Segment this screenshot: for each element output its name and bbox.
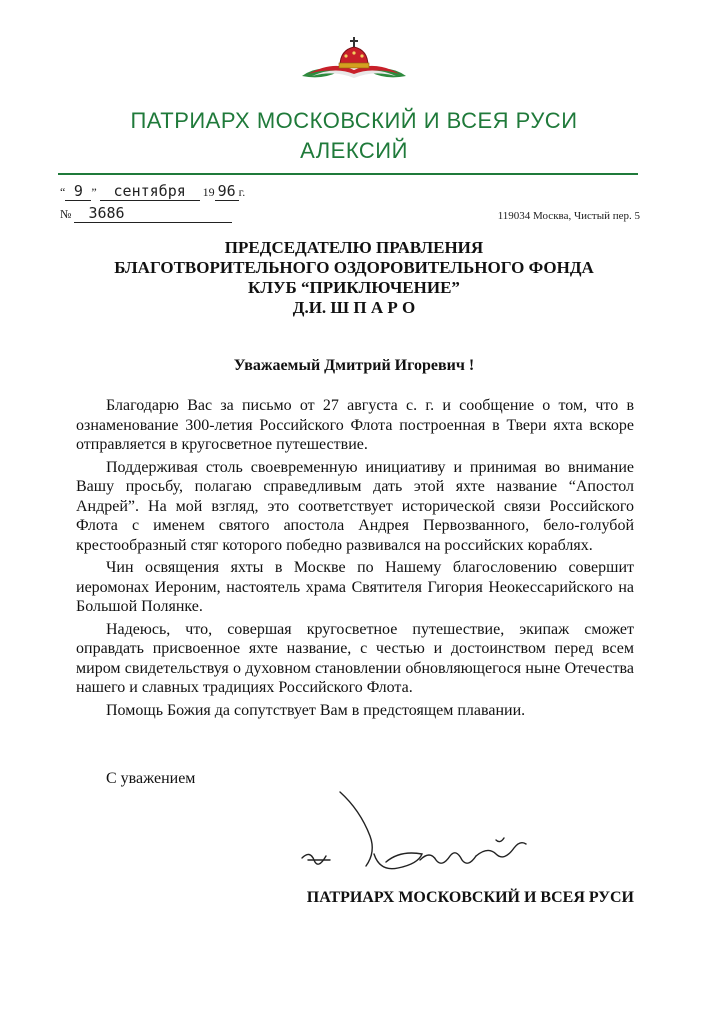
addressee-line: Д.И. Ш П А Р О: [292, 298, 416, 317]
signatory-title: ПАТРИАРХ МОСКОВСКИЙ И ВСЕЯ РУСИ: [306, 889, 634, 906]
paragraph: Надеюсь, что, совершая кругосветное путешествие, экипаж сможет оправдать присвоенное яхте название, с честью и достоинством перед всем миром свидетельствуя о духовном становлении обновляющегося ныне Отечества нашего и славных традициях Российского Флота.: [76, 620, 634, 696]
number-label: №: [60, 207, 72, 221]
paragraph: Чин освящения яхты в Москве по Нашему благословению совершит иеромонах Иероним, настоятель храма Святителя Гигория Неокессарийского на Большой Полянке.: [76, 559, 634, 615]
header-divider: [58, 173, 638, 175]
addressee-block: [0, 238, 708, 318]
closing-phrase: С уважением: [106, 770, 196, 787]
date-suffix: г.: [238, 185, 246, 199]
handwritten-signature: [300, 790, 530, 890]
document-number: 3686: [74, 204, 232, 223]
date-line: “ 9 ” сентября 19 96 г.: [60, 182, 246, 200]
letter-body: [76, 396, 634, 723]
paragraph: Помощь Божия да сопутствует Вам в предстоящем плавании.: [106, 701, 526, 719]
date-year: 96: [215, 182, 239, 201]
date-day: 9: [65, 182, 91, 201]
header-title: ПАТРИАРХ МОСКОВСКИЙ И ВСЕЯ РУСИ: [130, 108, 578, 133]
sender-address: 119034 Москва, Чистый пер. 5: [497, 210, 640, 222]
document-number-line: [60, 204, 232, 223]
addressee-line: ПРЕДСЕДАТЕЛЮ ПРАВЛЕНИЯ: [224, 238, 484, 257]
paragraph: Поддерживая столь своевременную инициативу и принимая во внимание Вашу просьбу, полагаю справедливым дать этой яхте название “Апостол Андрей”. На мой взгляд, это соответствует исторической связи Российского Флота с именем святого апостола Андрея Первозванного, бело-голубой крестообразный стяг которого победно развивался на российских кораблях.: [76, 458, 634, 554]
paragraph: Благодарю Вас за письмо от 27 августа с. г. и сообщение о том, что в ознаменование 300-летия Российского Флота построенная в Твери яхта вскоре отправляется в кругосветное путешествие.: [76, 397, 634, 453]
patriarch-emblem-icon: [294, 36, 414, 86]
addressee-line: БЛАГОТВОРИТЕЛЬНОГО ОЗДОРОВИТЕЛЬНОГО ФОНДА: [114, 258, 594, 277]
date-month: сентября: [100, 182, 200, 201]
addressee-line: КЛУБ “ПРИКЛЮЧЕНИЕ”: [248, 278, 460, 297]
header-name: АЛЕКСИЙ: [300, 138, 408, 163]
salutation: Уважаемый Дмитрий Игоревич !: [233, 357, 475, 374]
date-year-prefix: 19: [202, 185, 215, 199]
